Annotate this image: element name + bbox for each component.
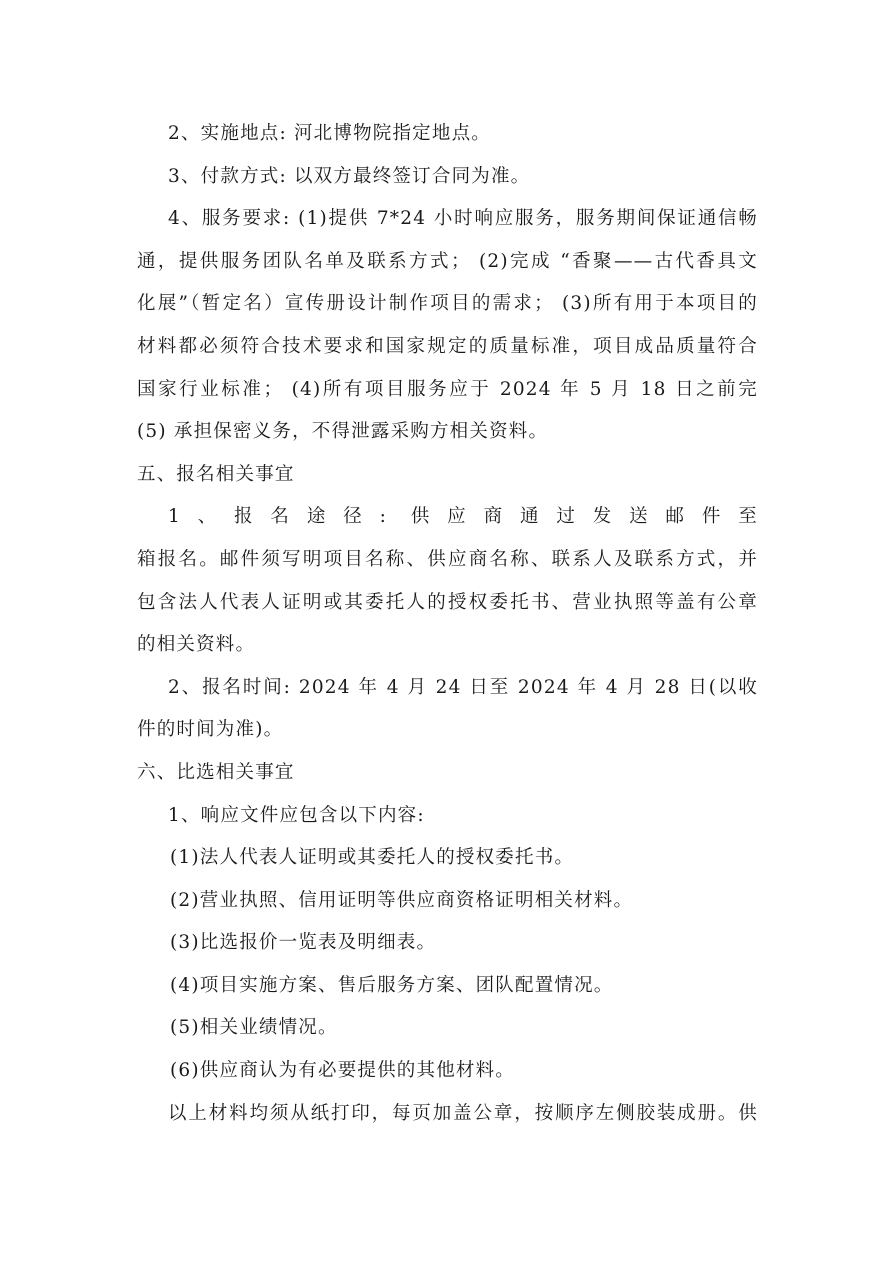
text-line: 包含法人代表人证明或其委托人的授权委托书、营业执照等盖有公章 (137, 591, 758, 613)
section-heading-selection: 六、比选相关事宜 (137, 761, 295, 783)
text-line-printing-instructions: 以上材料均须从纸打印，每页加盖公章，按顺序左侧胶装成册。供 (168, 1102, 758, 1124)
text-line-implementation-location: 2、实施地点: 河北博物院指定地点。 (168, 123, 491, 144)
list-item: (5)相关业绩情况。 (170, 1017, 338, 1039)
text-line: 材料都必须符合技术要求和国家规定的质量标准，项目成品质量符合 (137, 335, 758, 357)
text-line-service-requirements: 4、服务要求: (1)提供 7*24 小时响应服务，服务期间保证通信畅 (168, 208, 758, 230)
list-item: (1)法人代表人证明或其委托人的授权委托书。 (170, 847, 575, 869)
text-line: 箱报名。邮件须写明项目名称、供应商名称、联系人及联系方式，并 (137, 548, 758, 570)
list-item: (4)项目实施方案、售后服务方案、团队配置情况。 (170, 974, 614, 996)
list-item: (6)供应商认为有必要提供的其他材料。 (170, 1060, 516, 1082)
list-item: (2)营业执照、信用证明等供应商资格证明相关材料。 (170, 889, 634, 911)
text-line-registration-channel: 1、报名途径: 供应商通过发送邮件至 (168, 506, 758, 528)
text-line: 化展”（暂定名）宣传册设计制作项目的需求； (3)所有用于本项目的 (137, 293, 758, 315)
text-line-response-documents: 1、响应文件应包含以下内容: (168, 804, 425, 826)
text-line-payment-method: 3、付款方式: 以双方最终签订合同为准。 (168, 165, 531, 187)
list-item: (3)比选报价一览表及明细表。 (170, 932, 437, 954)
document-body (137, 113, 758, 1135)
text-line: 通，提供服务团队名单及联系方式； (2)完成 “香聚——古代香具文 (137, 250, 758, 272)
text-line: 的相关资料。 (137, 634, 256, 656)
text-line: 件的时间为准)。 (137, 719, 284, 741)
section-heading-registration: 五、报名相关事宜 (137, 463, 295, 485)
text-line-registration-time: 2、报名时间: 2024 年 4 月 24 日至 2024 年 4 月 28 日(以收 (168, 676, 758, 698)
text-line: (5) 承担保密义务，不得泄露采购方相关资料。 (137, 421, 549, 443)
text-line: 国家行业标准； (4)所有项目服务应于 2024 年 5 月 18 日之前完 (137, 378, 758, 400)
